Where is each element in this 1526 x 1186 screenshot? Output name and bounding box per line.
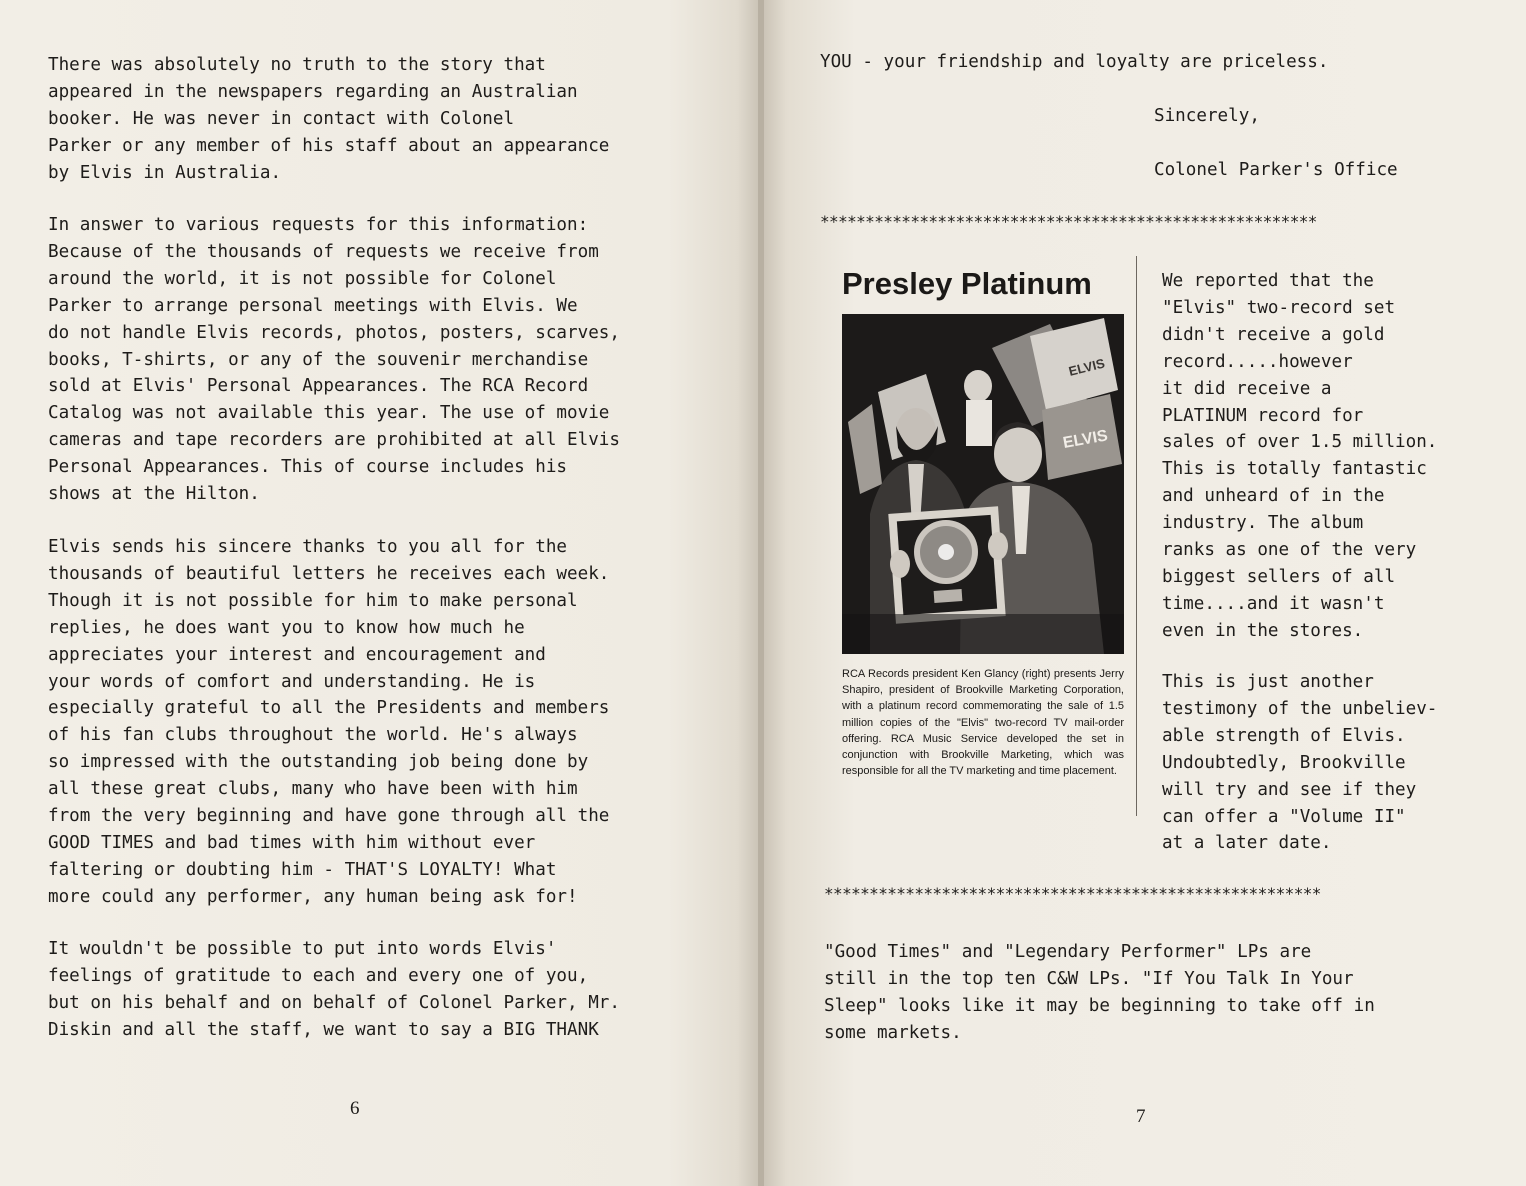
page-number-right: 7 <box>1136 1106 1146 1127</box>
platinum-record-photo <box>842 314 1124 654</box>
poster-sign-2: ELVIS <box>1061 427 1110 452</box>
paragraph-gratitude: It wouldn't be possible to put into words Elvis' feelings of gratitude to each and every one of you, but on his behalf and on behalf of Colonel Parker, Mr. Diskin and all the staff, we want to say a BIG THANK <box>48 939 620 1040</box>
news-clipping <box>842 258 1132 826</box>
paragraph-requests: In answer to various requests for this information: Because of the thousands of requests we receive from around the world, it is not possible for Colonel Parker to arrange personal meetings with Elvis. We do not handle Elvis records, photos, posters, scarves, books, T-shirts, or any of the souvenir merchandise sold at Elvis' Personal Appearances. The RCA Record Catalog was not available this year. The use of movie cameras and tape recorders are prohibited at all Elvis Personal Appearances. This of course includes his shows at the Hilton. <box>48 215 620 505</box>
closing-salutation: Sincerely, <box>1154 106 1260 126</box>
signature: Colonel Parker's Office <box>1154 160 1398 180</box>
clipping-caption: RCA Records president Ken Glancy (right) presents Jerry Shapiro, president of Brookville Marketing Corporation, with a platinum record commemorating the sale of 1.5 million copies of the "Elvis" two-record TV mail-order offering. RCA Music Service developed the set in conjunction with Brookville Marketing, which was responsible for all the TV marketing and time placement. <box>842 668 1124 778</box>
paragraph-thanks: Elvis sends his sincere thanks to you all for the thousands of beautiful letters he receives each week. Though it is not possible for him to make personal replies, he does want you to know how much he appreciates your interest and encouragement and your words of comfort and understanding. He is especially grateful to all the Presidents and members of his fan clubs throughout the world. He's always so impressed with the outstanding job being done by all these great clubs, many who have been with him from the very beginning and have gone through all the GOOD TIMES and bad times with him without ever faltering or doubting him - THAT'S LOYALTY! What more could any performer, any human being ask for! <box>48 537 610 907</box>
paragraph-platinum-report: We reported that the "Elvis" two-record set didn't receive a gold record.....however it did receive a PLATINUM record for sales of over 1.5 million. This is totally fantastic and unheard of in the industry. The album ranks as one of the very biggest sellers of all time....and it wasn't even in the stores. <box>1162 271 1438 641</box>
column-divider <box>1136 256 1137 816</box>
paragraph-australia: There was absolutely no truth to the story that appeared in the newspapers regarding an Australian booker. He was never in contact with Colonel Parker or any member of his staff about an appearance by Elvis in Australia. <box>48 55 610 183</box>
paragraph-lp-charts: "Good Times" and "Legendary Performer" LPs are still in the top ten C&W LPs. "If You Talk In Your Sleep" looks like it may be beginning to take off in some markets. <box>824 942 1375 1043</box>
separator-bottom: ******************************************************* <box>824 884 1321 903</box>
poster-sign-1: ELVIS <box>1067 355 1107 379</box>
right-page <box>764 0 1526 1186</box>
clipping-photo <box>842 314 1124 654</box>
opening-line: YOU - your friendship and loyalty are priceless. <box>820 52 1329 72</box>
clipping-title: Presley Platinum <box>842 266 1092 301</box>
left-page <box>0 0 760 1186</box>
page-number-left: 6 <box>350 1098 360 1119</box>
paragraph-testimony: This is just another testimony of the unbeliev- able strength of Elvis. Undoubtedly, Brookville will try and see if they can offer a "Volume II" at a later date. <box>1162 672 1438 854</box>
separator-top: ******************************************************* <box>820 212 1317 231</box>
